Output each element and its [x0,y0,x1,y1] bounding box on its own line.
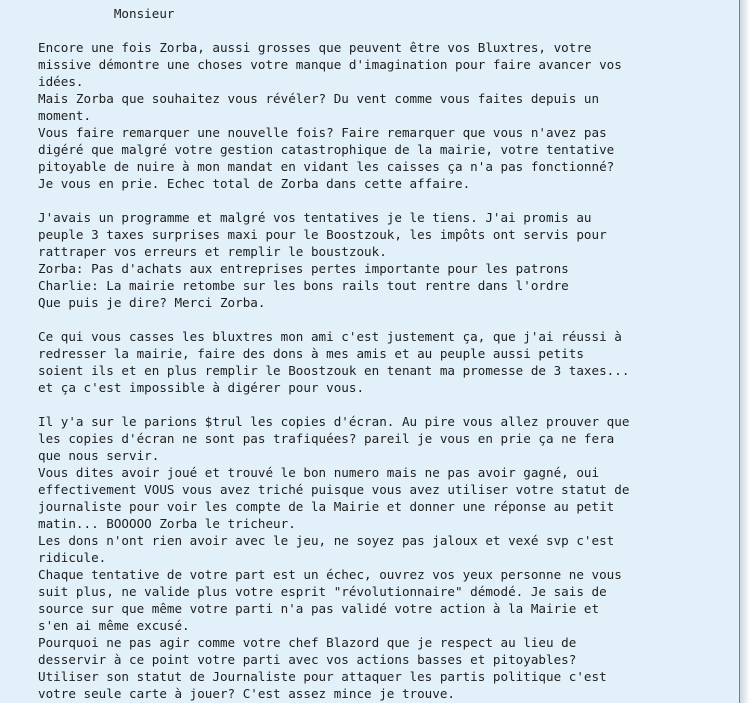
letter-line: votre seule carte à jouer? C'est assez mince je trouve. [38,686,456,701]
letter-line: Chaque tentative de votre part est un échec, ouvrez vos yeux personne ne vous [38,567,622,582]
letter-line: Que puis je dire? Merci Zorba. [38,295,266,310]
letter-line: Utiliser son statut de Journaliste pour attaquer les partis politique c'est [38,669,607,684]
letter-line: Il y'a sur le parions $trul les copies d'écran. Au pire vous allez prouver que [38,414,630,429]
letter-line: missive démontre une choses votre manque d'imagination pour faire avancer vos [38,57,622,72]
letter-line: Je vous en prie. Echec total de Zorba dans cette affaire. [38,176,471,191]
letter-line: peuple 3 taxes surprises maxi pour le Boostzouk, les impôts ont servis pour [38,227,607,242]
letter-line: s'en ai même excusé. [38,618,190,633]
letter-line: Mais Zorba que souhaitez vous révéler? Du vent comme vous faites depuis un [38,91,600,106]
letter-line: pitoyable de nuire à mon mandat en vidant les caisses ça n'a pas fonctionné? [38,159,615,174]
letter-line: Charlie: La mairie retombe sur les bons rails tout rentre dans l'ordre [38,278,569,293]
letter-line: Ce qui vous casses les bluxtres mon ami c'est justement ça, que j'ai réussi à [38,329,622,344]
letter-line: soient ils et en plus remplir le Boostzouk en tenant ma promesse de 3 taxes... [38,363,630,378]
letter-line: source sur que même votre parti n'a pas validé votre action à la Mairie et [38,601,600,616]
letter-line: Les dons n'ont rien avoir avec le jeu, ne soyez pas jaloux et vexé svp c'est [38,533,615,548]
letter-line: les copies d'écran ne sont pas trafiquées? pareil je vous en prie ça ne fera [38,431,615,446]
letter-line: et ça c'est impossible à digérer pour vous. [38,380,365,395]
letter-line: matin... BOOOOO Zorba le tricheur. [38,516,296,531]
letter-line: suit plus, ne valide plus votre esprit "révolutionnaire" démodé. Je sais de [38,584,607,599]
letter-line: effectivement VOUS vous avez triché puisque vous avez utiliser votre statut de [38,482,630,497]
letter-line: rattraper vos erreurs et remplir le boustzouk. [38,244,387,259]
letter-line: redresser la mairie, faire des dons à mes amis et au peuple aussi petits [38,346,584,361]
letter-line: digéré que malgré votre gestion catastrophique de la mairie, votre tentative [38,142,615,157]
letter-salutation: Monsieur [38,6,175,21]
letter-line: journaliste pour voir les compte de la Mairie et donner une réponse au petit [38,499,615,514]
letter-line: Zorba: Pas d'achats aux entreprises pertes importante pour les patrons [38,261,569,276]
letter-line: Vous dites avoir joué et trouvé le bon numero mais ne pas avoir gagné, oui [38,465,600,480]
letter-line: Encore une fois Zorba, aussi grosses que peuvent être vos Bluxtres, votre [38,40,592,55]
letter-line: moment. [38,108,92,123]
letter-line: Pourquoi ne pas agir comme votre chef Blazord que je respect au lieu de [38,635,577,650]
window-edge [740,0,750,703]
letter-line: ridicule. [38,550,107,565]
letter-line: idées. [38,74,84,89]
letter-line: Vous faire remarquer une nouvelle fois? Faire remarquer que vous n'avez pas [38,125,607,140]
letter-line: desservir à ce point votre parti avec vos actions basses et pitoyables? [38,652,577,667]
letter-line: que nous servir. [38,448,160,463]
letter-line: J'avais un programme et malgré vos tentatives je le tiens. J'ai promis au [38,210,592,225]
